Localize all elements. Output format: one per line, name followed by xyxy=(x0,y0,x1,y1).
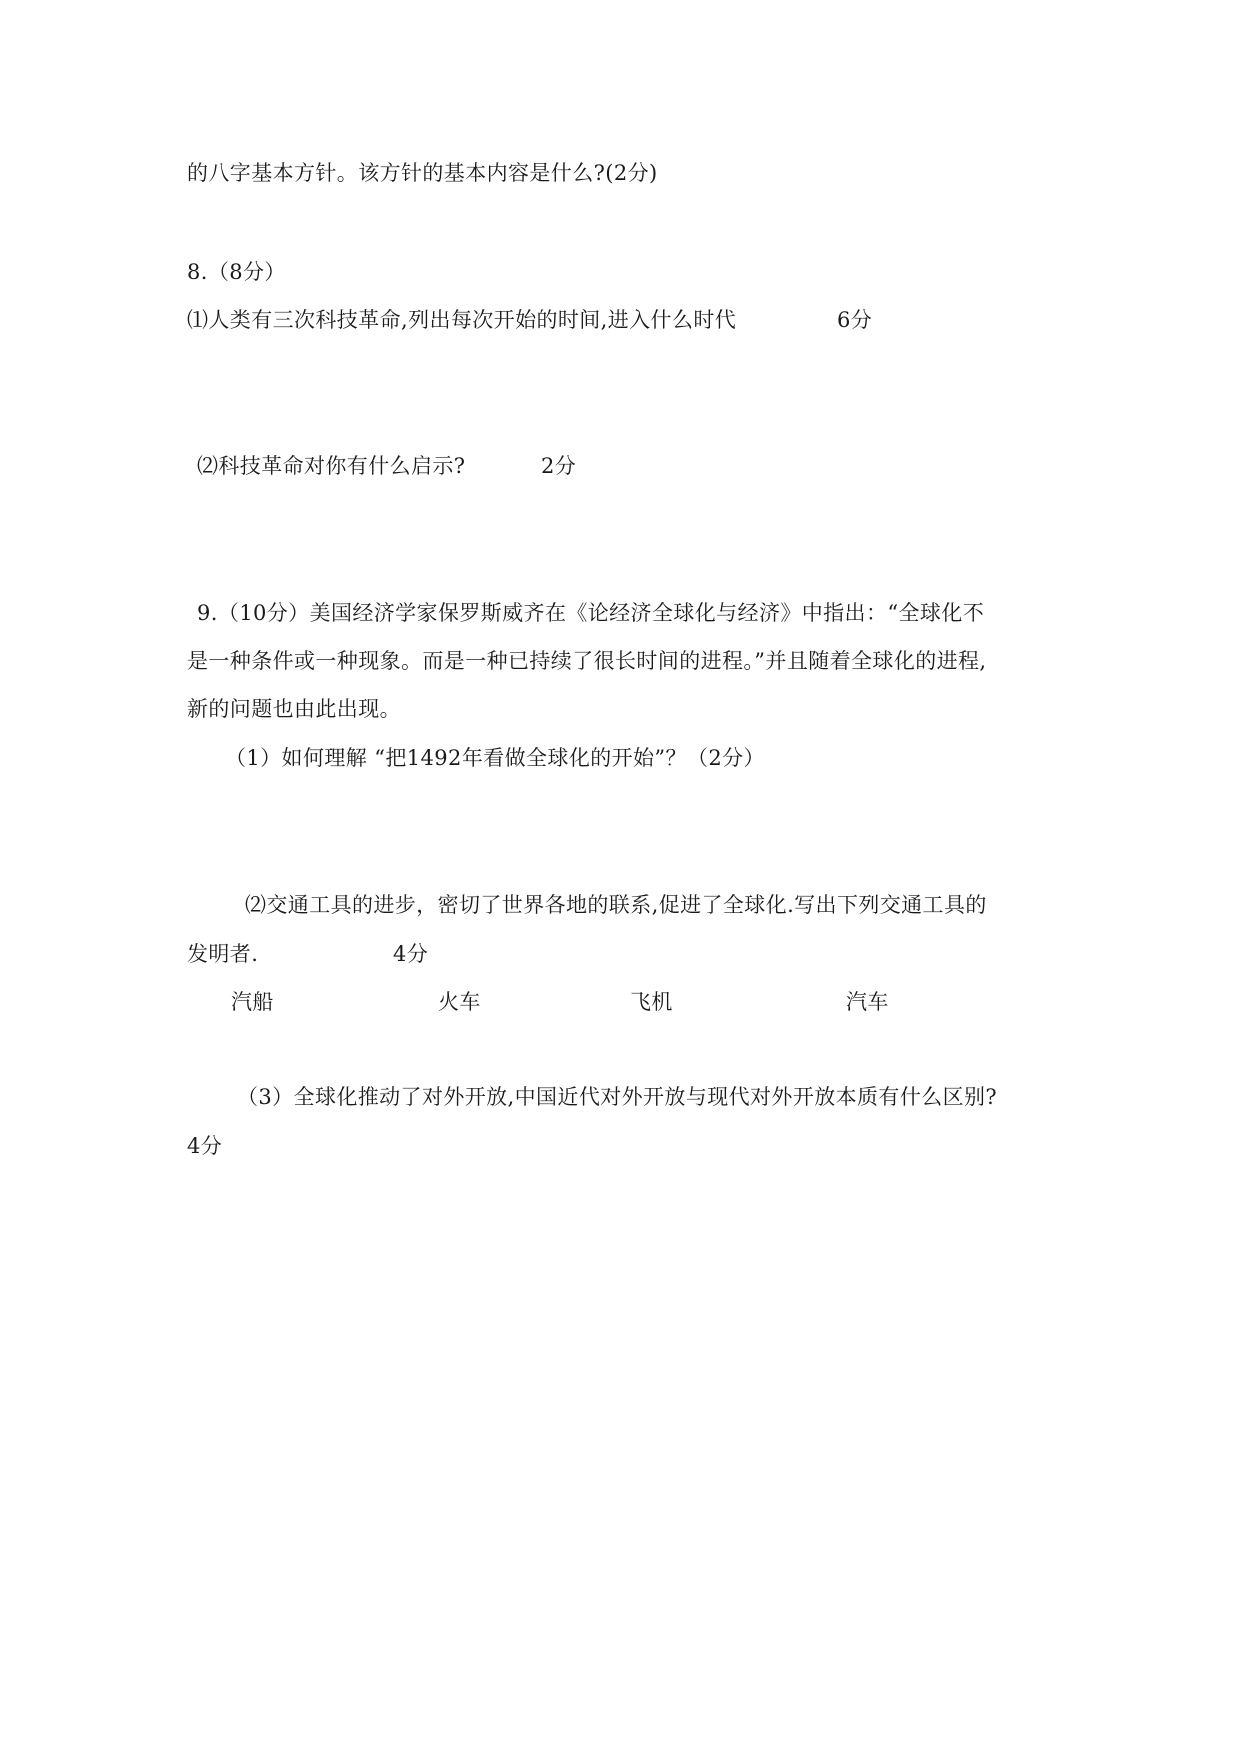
q8-header: 8.（8分） xyxy=(187,260,286,284)
q9-intro-line1: 9.（10分）美国经济学家保罗斯威齐在《论经济全球化与经济》中指出：“全球化不 xyxy=(197,601,985,625)
q8-part2-score: 2分 xyxy=(541,454,577,478)
vehicle-train: 火车 xyxy=(438,990,481,1014)
q8-part2-text: ⑵科技革命对你有什么启示? xyxy=(197,454,466,478)
vehicle-airplane: 飞机 xyxy=(630,990,673,1014)
q8-part1-score: 6分 xyxy=(837,308,873,332)
q9-part2-score: 4分 xyxy=(393,942,429,966)
q9-intro-line2: 是一种条件或一种现象。而是一种已持续了很长时间的进程。”并且随着全球化的进程, xyxy=(187,649,987,673)
q9-intro-line3: 新的问题也由此出现。 xyxy=(187,697,401,721)
q8-part1-text: ⑴人类有三次科技革命,列出每次开始的时间,进入什么时代 xyxy=(187,308,737,332)
q9-part2-line2: 发明者. xyxy=(187,942,259,966)
prev-question-tail: 的八字基本方针。该方针的基本内容是什么?(2分) xyxy=(187,161,658,185)
q9-part2-line1: ⑵交通工具的进步，密切了世界各地的联系,促进了全球化.写出下列交通工具的 xyxy=(245,893,987,917)
q9-part3-score: 4分 xyxy=(187,1134,223,1158)
vehicle-steamship: 汽船 xyxy=(231,990,274,1014)
vehicle-automobile: 汽车 xyxy=(846,990,889,1014)
q9-part3-line1: （3）全球化推动了对外开放,中国近代对外开放与现代对外开放本质有什么区别? xyxy=(237,1085,998,1109)
q9-part1: （1）如何理解 “把1492年看做全球化的开始”？（2分） xyxy=(225,746,765,770)
